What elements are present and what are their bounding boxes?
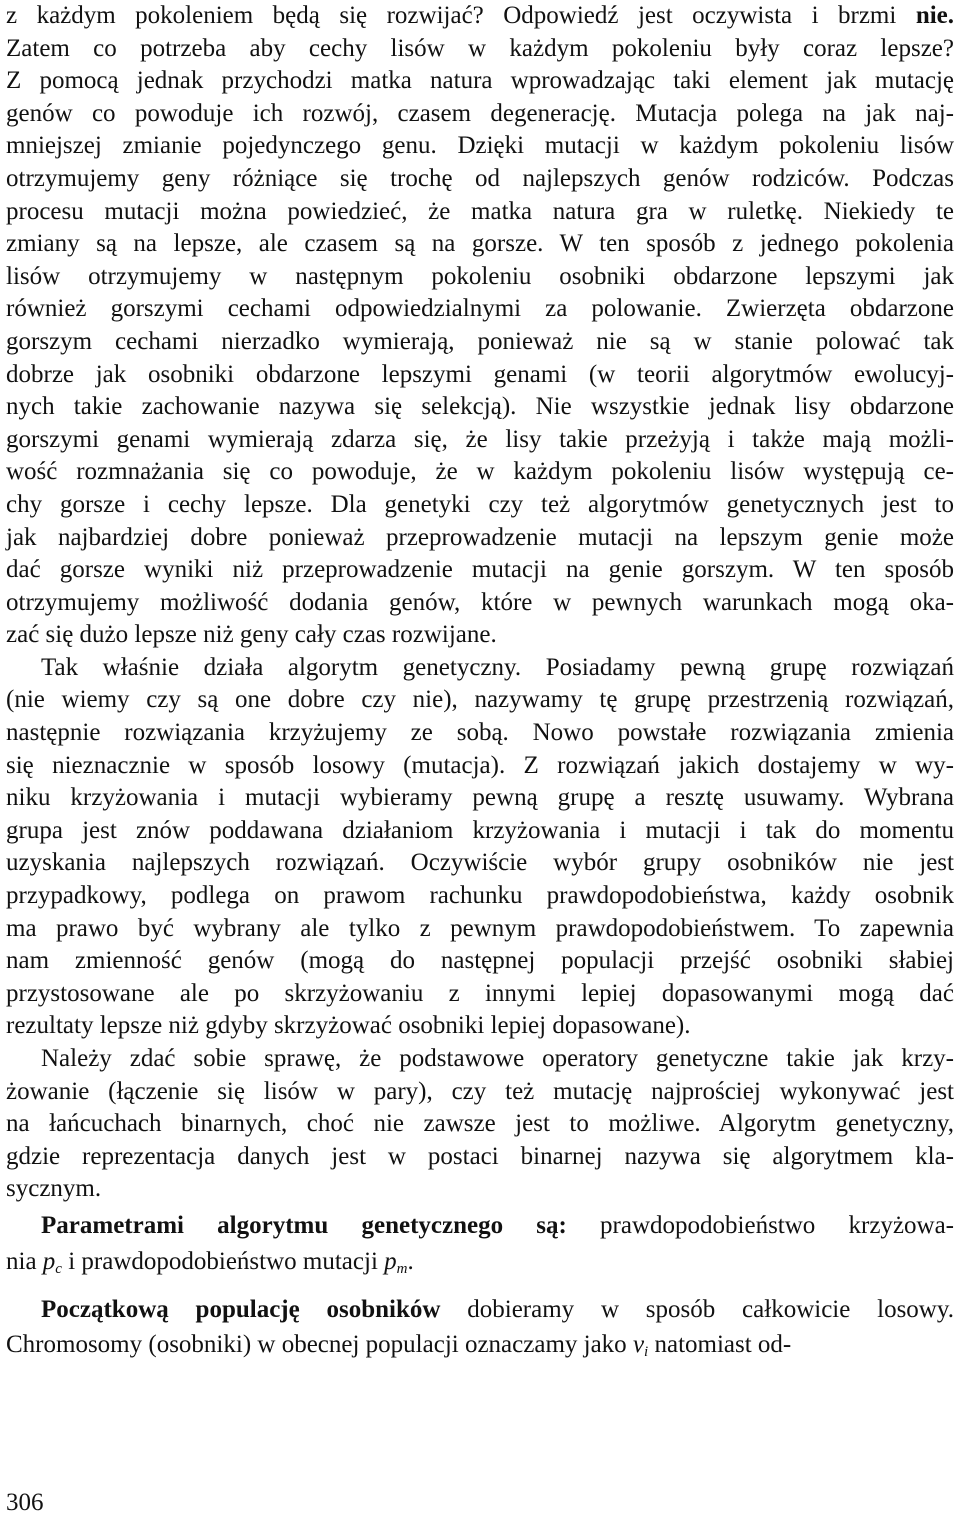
text-line: zmiany są na lepsze, ale czasem są na gorsze. W ten sposób z jednego pokolenia [6,230,954,258]
text-line: Początkową populację osobników dobieramy w sposób całkowicie losowy. [41,1295,954,1323]
text-line: przypadkowy, podlega on prawom rachunku prawdopodobieństwa, każdy osobnik [6,882,954,910]
text-line: lisów otrzymujemy w następnym pokoleniu osobniki obdarzone lepszymi jak [6,262,954,290]
text-line: gorszym cechami nierzadko wymierają, ponieważ nie są w stanie polować tak [6,327,954,355]
paragraph-mutation [6,0,954,652]
text-line: z każdym pokoleniem będą się rozwijać? Odpowiedź jest oczywista i brzmi nie. [6,2,955,29]
paragraph-parameters [6,1210,954,1288]
paragraph-binary-chains [6,1043,954,1206]
text-line: chy gorsze i cechy lepsze. Dla genetyki czy też algorytmów genetycznych jest to [6,490,954,518]
bold-term: Początkową populację osobników [41,1295,441,1323]
pc-symbol: $p_c$ [42,1247,62,1277]
document-page [6,0,954,1371]
text-line: mniejszej zmianie pojedynczego genu. Dzięki mutacji w każdym pokoleniu lisów [6,132,954,160]
text-line: gdzie reprezentacja danych jest w postaci binarnej nazywa się algorytmem kla- [6,1142,954,1170]
text-line: również gorszymi cechami odpowiedzialnymi za polowanie. Zwierzęta obdarzone [6,295,954,323]
text-line: Zatem co potrzeba aby cechy lisów w każdym pokoleniu były coraz lepsze? [6,34,954,62]
text-line: grupa jest znów poddawana działaniom krzyżowania i mutacji i tak do momentu [6,816,954,844]
pm-symbol: $p_m$ [384,1247,408,1277]
text-line: genów co powoduje ich rozwój, czasem degenerację. Mutacja polega na jak naj- [6,99,954,127]
text-line: dać gorsze wyniki niż przeprowadzenie mutacji na genie gorszym. W ten sposób [6,556,954,584]
paragraph-genetic-algorithm [6,652,954,1043]
text-line: wość rozmnażania się co powoduje, że w każdym pokoleniu lisów występują ce- [6,458,954,486]
text-line: otrzymujemy możliwość dodania genów, które w pewnych warunkach mogą oka- [6,588,954,616]
text-line: następnie rozwiązania krzyżujemy ze sobą. Nowo powstałe rozwiązania zmienia [6,719,954,747]
text-line: się nieznacznie w sposób losowy (mutacja). Z rozwiązań jakich dostajemy w wy- [6,751,954,779]
text-line: ma prawo być wybrany ale tylko z pewnym prawdopodobieństwem. To zapewnia [6,914,954,942]
text-line: na łańcuchach binarnych, choć nie zawsze jest to możliwe. Algorytm genetyczny, [6,1110,954,1138]
text-line: sycznym. [6,1175,102,1203]
text-line: nam zmienność genów (mogą do następnej populacji przejść osobniki słabiej [6,947,954,975]
text-line: żowanie (łączenie się lisów w pary), czy też mutację najprościej wykonywać jest [6,1077,954,1105]
text-line: rezultaty lepsze niż gdyby skrzyżować osobniki lepiej dopasowane). [6,1012,691,1040]
paragraph-initial-population [6,1294,954,1372]
text-line: Z pomocą jednak przychodzi matka natura wprowadzając taki element jak mutację [6,67,954,95]
vi-symbol: $v_i$ [632,1331,649,1361]
text-line: nia $p_c$ i prawdopodobieństwo mutacji $p_m$. [6,1247,414,1277]
text-line: Chromosomy (osobniki) w obecnej populacji oznaczamy jako $v_i$ natomiast od- [6,1331,792,1361]
page-number: 306 [6,1489,44,1516]
text-line: jak najbardziej dobre ponieważ przeprowadzenie mutacji na lepszym genie może [6,523,954,551]
text-line: otrzymujemy geny różniące się trochę od najlepszych genów rodziców. Podczas [6,164,954,192]
text-line: niku krzyżowania i mutacji wybieramy pewną grupę a resztę usuwamy. Wybrana [6,784,954,812]
text-line: przystosowane ale po skrzyżowaniu z innymi lepiej dopasowanymi mogą dać [6,979,954,1007]
text-line: nych takie zachowanie nazywa się selekcją). Nie wszystkie jednak lisy obdarzone [6,393,954,421]
text-line: zać się dużo lepsze niż geny cały czas rozwijane. [6,621,497,649]
text-line: dobrze jak osobniki obdarzone lepszymi genami (w teorii algorytmów ewolucyj- [6,360,954,388]
text-line: gorszymi genami wymierają zdarza się, że lisy takie przeżyją i także mają możli- [6,425,954,453]
text-line: uzyskania najlepszych rozwiązań. Oczywiście wybór grupy osobników nie jest [6,849,954,877]
bold-word: nie. [915,2,955,29]
text-line: (nie wiemy czy są one dobre czy nie), nazywamy tę grupę przestrzenią rozwiązań, [6,686,954,714]
text-line: Tak właśnie działa algorytm genetyczny. Posiadamy pewną grupę rozwiązań [41,653,954,681]
text-line: Należy zdać sobie sprawę, że podstawowe operatory genetyczne takie jak krzy- [41,1045,954,1072]
bold-term: Parametrami algorytmu genetycznego są: [41,1211,567,1239]
text-line: procesu mutacji można powiedzieć, że matka natura gra w ruletkę. Niekiedy te [6,197,954,225]
text-line: Parametrami algorytmu genetycznego są: prawdopodobieństwo krzyżowa- [41,1211,954,1239]
